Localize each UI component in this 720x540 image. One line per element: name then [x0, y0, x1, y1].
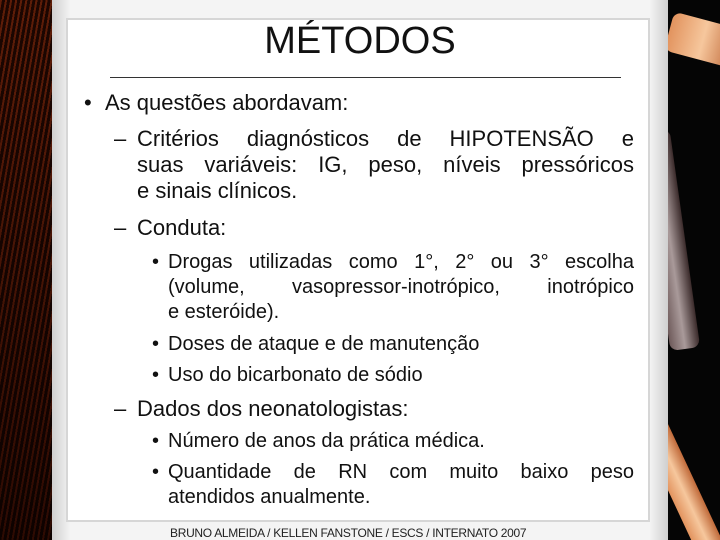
bullet-icon: •	[84, 90, 92, 115]
slide-title: MÉTODOS	[264, 20, 456, 62]
item-text: (volume, vasopressor-inotrópico, inotrópico	[168, 276, 634, 298]
title-divider	[110, 77, 621, 78]
dash-icon: –	[114, 396, 127, 421]
bullet-text: As questões abordavam:	[105, 90, 349, 115]
item-text: atendidos anualmente.	[168, 486, 371, 508]
slide-footer: BRUNO ALMEIDA / KELLEN FANSTONE / ESCS / INTERNATO 2007	[170, 526, 527, 540]
sub-bullet-text: Conduta:	[137, 215, 227, 240]
item-text: Quantidade de RN com muito baixo peso	[168, 461, 634, 483]
bullet-icon: •	[152, 430, 160, 452]
background-left-decoration	[0, 0, 60, 540]
background-right-decoration	[660, 0, 720, 540]
bullet-icon: •	[152, 251, 160, 273]
item-text: Número de anos da prática médica.	[168, 430, 485, 452]
item-text: Uso do bicarbonato de sódio	[168, 364, 423, 386]
item-text: Doses de ataque e de manutenção	[168, 333, 480, 355]
bullet-icon: •	[152, 364, 160, 386]
sub-bullet-text: e sinais clínicos.	[137, 178, 298, 203]
dash-icon: –	[114, 126, 127, 151]
bullet-icon: •	[152, 461, 160, 483]
item-text: Drogas utilizadas como 1°, 2° ou 3° escolha	[168, 251, 634, 273]
bullet-icon: •	[152, 333, 160, 355]
dash-icon: –	[114, 215, 127, 240]
item-text: e esteróide).	[168, 301, 280, 323]
sub-bullet-text: Critérios diagnósticos de HIPOTENSÃO e	[137, 126, 634, 151]
sub-bullet-text: suas variáveis: IG, peso, níveis pressóricos	[137, 152, 634, 177]
sub-bullet-text: Dados dos neonatologistas:	[137, 396, 409, 421]
